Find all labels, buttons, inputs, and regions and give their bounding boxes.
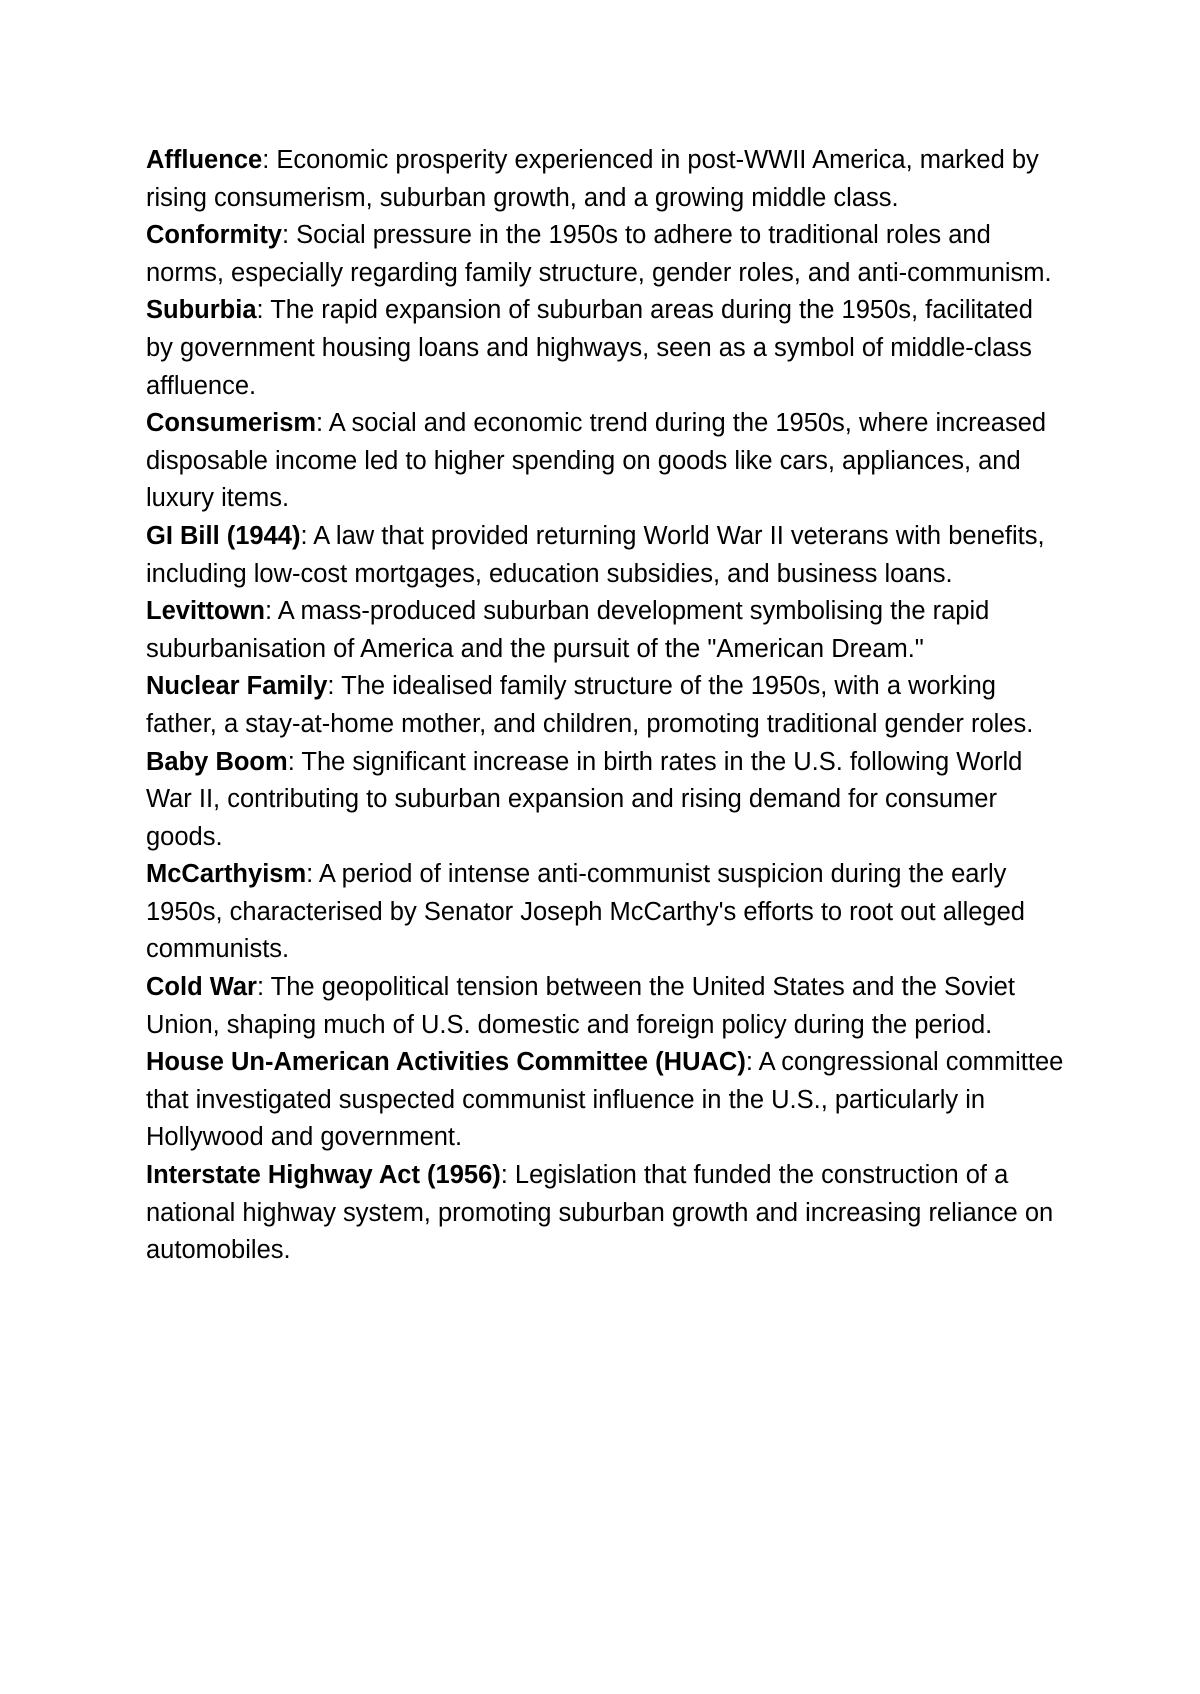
glossary-entry-suburbia [146, 292, 1066, 405]
glossary-term: Conformity [146, 221, 282, 250]
glossary-term: GI Bill (1944) [146, 521, 301, 550]
glossary-term: Interstate Highway Act (1956) [146, 1161, 501, 1190]
glossary-term: McCarthyism [146, 860, 307, 889]
glossary-term: Baby Boom [146, 747, 288, 776]
glossary-term: Nuclear Family [146, 672, 328, 701]
document-page [146, 142, 1066, 1270]
glossary-entry-affluence [146, 142, 1066, 217]
glossary-definition: : A law that provided returning World War II veterans with benefits, including low-cost mortgages, education subsidies, and business loans. [146, 521, 1045, 588]
glossary-entry-interstate-highway-act [146, 1157, 1066, 1270]
glossary-term: Affluence [146, 146, 263, 174]
glossary-entry-cold-war [146, 969, 1066, 1044]
glossary-entry-levittown [146, 593, 1066, 668]
glossary-entry-nuclear-family [146, 668, 1066, 743]
glossary-definition: : Social pressure in the 1950s to adhere to traditional roles and norms, especially regarding family structure, gender roles, and anti-communism. [146, 221, 1052, 287]
glossary-definition: : A congressional committee that investigated suspected communist influence in the U.S., particularly in Hollywood and government. [146, 1048, 1064, 1152]
glossary-entry-huac [146, 1044, 1066, 1157]
glossary-entry-consumerism [146, 405, 1066, 518]
glossary-definition: : A social and economic trend during the 1950s, where increased disposable income led to higher spending on goods like cars, appliances, and luxury items. [146, 409, 1047, 513]
glossary-term: House Un-American Activities Committee (HUAC) [146, 1048, 746, 1077]
glossary-definition: : The rapid expansion of suburban areas during the 1950s, facilitated by government housing loans and highways, seen as a symbol of middle-class affluence. [146, 296, 1033, 400]
glossary-entry-conformity [146, 217, 1066, 292]
glossary-definition: : A period of intense anti-communist suspicion during the early 1950s, characterised by Senator Joseph McCarthy's efforts to root out alleged communists. [146, 860, 1025, 964]
glossary-entry-baby-boom [146, 744, 1066, 857]
glossary-definition: : The idealised family structure of the 1950s, with a working father, a stay-at-home mother, and children, promoting traditional gender roles. [146, 672, 1034, 738]
glossary-term: Consumerism [146, 409, 317, 438]
glossary-definition: : Economic prosperity experienced in post-WWII America, marked by rising consumerism, suburban growth, and a growing middle class. [146, 146, 1039, 212]
glossary-entry-gi-bill [146, 518, 1066, 593]
glossary-term: Levittown [146, 597, 265, 626]
glossary-definition: : The significant increase in birth rates in the U.S. following World War II, contributing to suburban expansion and rising demand for consumer goods. [146, 747, 1023, 851]
glossary-definition: : A mass-produced suburban development symbolising the rapid suburbanisation of America and the pursuit of the "American Dream." [146, 597, 990, 663]
glossary-term: Cold War [146, 973, 257, 1002]
glossary-term: Suburbia [146, 296, 257, 325]
glossary-definition: : Legislation that funded the construction of a national highway system, promoting suburban growth and increasing reliance on automobiles. [146, 1161, 1054, 1265]
glossary-definition: : The geopolitical tension between the United States and the Soviet Union, shaping much of U.S. domestic and foreign policy during the period. [146, 973, 1015, 1039]
glossary-entry-mccarthyism [146, 856, 1066, 969]
